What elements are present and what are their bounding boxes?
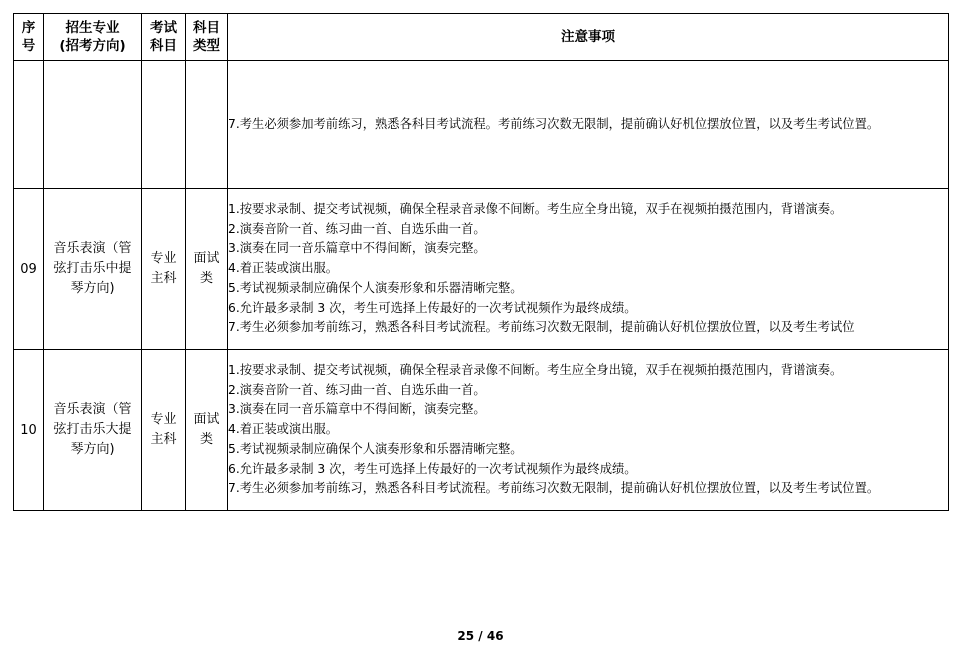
note-line: 4.着正装或演出服。 (228, 261, 339, 276)
note-line: 4.着正装或演出服。 (228, 422, 339, 437)
cell-notes (228, 189, 949, 350)
cell-seq (14, 61, 44, 189)
note-line: 6.允许最多录制 3 次，考生可选择上传最好的一次考试视频作为最终成绩。 (228, 300, 637, 315)
header-notes: 注意事项 (228, 14, 949, 61)
note-line: 1.按要求录制、提交考试视频，确保全程录音录像不间断。考生应全身出镜，双手在视频拍摄范围内，背谱演奏。 (228, 201, 843, 216)
cell-major: 音乐表演（管 弦打击乐大提 琴方向) (44, 350, 142, 511)
note-line: 6.允许最多录制 3 次，考生可选择上传最好的一次考试视频作为最终成绩。 (228, 461, 637, 476)
note-line: 2.演奏音阶一首、练习曲一首、自选乐曲一首。 (228, 221, 486, 236)
note-line: 7.考生必须参加考前练习，熟悉各科目考试流程。考前练习次数无限制，提前确认好机位摆放位置，以及考生考试位 (228, 320, 855, 335)
cell-major (44, 61, 142, 189)
cell-type: 面试 类 (186, 189, 228, 350)
cell-type: 面试 类 (186, 350, 228, 511)
header-major: 招生专业 (招考方向) (44, 14, 142, 61)
note-line: 2.演奏音阶一首、练习曲一首、自选乐曲一首。 (228, 382, 486, 397)
note-line: 7.考生必须参加考前练习，熟悉各科目考试流程。考前练习次数无限制，提前确认好机位摆放位置，以及考生考试位置。 (228, 116, 880, 131)
cell-notes (228, 350, 949, 511)
cell-major: 音乐表演（管 弦打击乐中提 琴方向) (44, 189, 142, 350)
cell-subject: 专业 主科 (142, 350, 186, 511)
table-header-row (14, 14, 949, 61)
cell-subject (142, 61, 186, 189)
note-line: 5.考试视频录制应确保个人演奏形象和乐器清晰完整。 (228, 441, 523, 456)
cell-type (186, 61, 228, 189)
cell-subject: 专业 主科 (142, 189, 186, 350)
header-type: 科目 类型 (186, 14, 228, 61)
page-indicator: 25 / 46 (457, 629, 504, 643)
cell-seq: 10 (14, 350, 44, 511)
note-line: 5.考试视频录制应确保个人演奏形象和乐器清晰完整。 (228, 280, 523, 295)
header-subject: 考试 科目 (142, 14, 186, 61)
header-seq: 序 号 (14, 14, 44, 61)
table-row (14, 61, 949, 189)
admission-table (13, 13, 949, 511)
note-line: 1.按要求录制、提交考试视频，确保全程录音录像不间断。考生应全身出镜，双手在视频拍摄范围内，背谱演奏。 (228, 362, 843, 377)
cell-notes (228, 61, 949, 189)
note-line: 3.演奏在同一音乐篇章中不得间断，演奏完整。 (228, 241, 486, 256)
table-row (14, 189, 949, 350)
note-line: 7.考生必须参加考前练习，熟悉各科目考试流程。考前练习次数无限制，提前确认好机位摆放位置，以及考生考试位置。 (228, 481, 880, 496)
note-line: 3.演奏在同一音乐篇章中不得间断，演奏完整。 (228, 402, 486, 417)
table-row (14, 350, 949, 511)
cell-seq: 09 (14, 189, 44, 350)
